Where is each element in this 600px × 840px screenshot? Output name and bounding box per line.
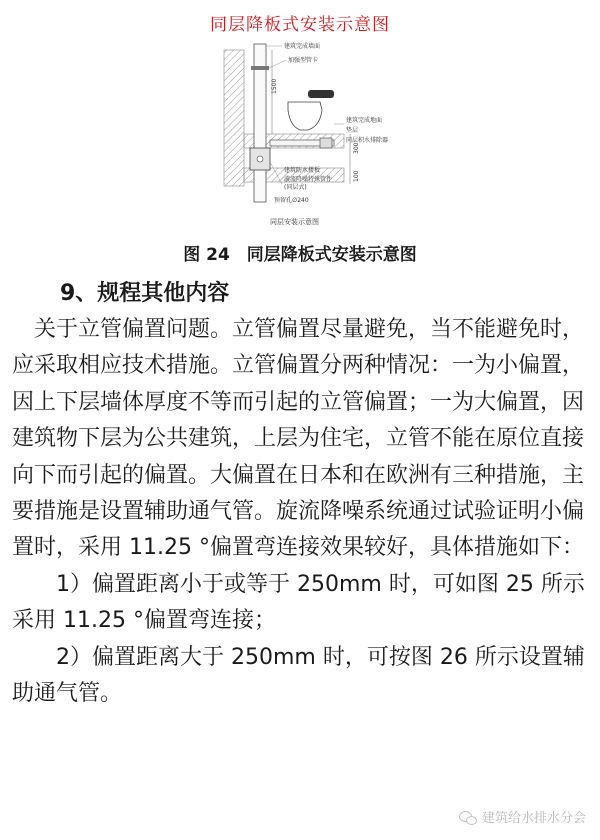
watermark-text: 建筑给水排水分会 [481, 811, 586, 826]
label-hole: 预留孔∅240 [274, 197, 309, 204]
list-item-2: 2）偏置距离大于 250mm 时，可按图 26 所示设置辅助通气管。 [12, 644, 585, 707]
label-dim-1500: 1500 [271, 78, 278, 94]
wall-hatch [224, 50, 244, 186]
label-special-fitting-2: (同层式) [284, 184, 307, 191]
label-dim-300: 300 [353, 142, 360, 154]
installation-diagram [210, 38, 410, 234]
label-dim-100: 100 [353, 170, 360, 182]
label-waterproof: 建筑防水楼板 [284, 167, 321, 174]
label-drain-collector: 同层积水排除器 [346, 137, 389, 144]
label-wall-finish: 建筑完成墙面 [284, 43, 321, 50]
figure-caption: 图 24 同层降板式安装示意图 [183, 245, 417, 265]
list-item-1: 1）偏置距离小于或等于 250mm 时，可如图 25 所示采用 11.25 °偏置弯连接； [12, 571, 585, 634]
section-heading: 9、规程其他内容 [60, 281, 230, 306]
fitting-port [257, 156, 263, 162]
label-special-fitting-1: 漩流降噪特殊管件 [284, 176, 333, 183]
wechat-icon [459, 810, 477, 824]
label-fill: 垫层 [346, 127, 359, 134]
toilet-seat [308, 90, 334, 98]
label-riser-clamp: 加强型管卡 [288, 57, 319, 64]
drain-collector [320, 138, 332, 148]
diagram-subtitle: 同层安装示意图 [270, 218, 319, 226]
riser-clamp [251, 66, 269, 70]
body-text [12, 312, 596, 712]
watermark [459, 807, 586, 826]
label-floor-finish: 建筑完成地面 [346, 117, 383, 124]
figure-title: 同层降板式安装示意图 [210, 15, 390, 35]
paragraph-offset: 关于立管偏置问题。立管偏置尽量避免，当不能避免时，应采取相应技术措施。立管偏置分两种情况：一为小偏置，因上下层墙体厚度不等而引起的立管偏置；一为大偏置，因建筑物下层为公共建筑，上层为住宅，立管不能在原位直接向下而引起的偏置。大偏置在日本和在欧洲有三种措施，主要措施是设置辅助通气管。旋流降噪系统通过试验证明小偏置时，采用 11.25 °偏置弯连接效果较好，具体措施如下： [12, 317, 585, 561]
toilet-shape [288, 102, 322, 130]
